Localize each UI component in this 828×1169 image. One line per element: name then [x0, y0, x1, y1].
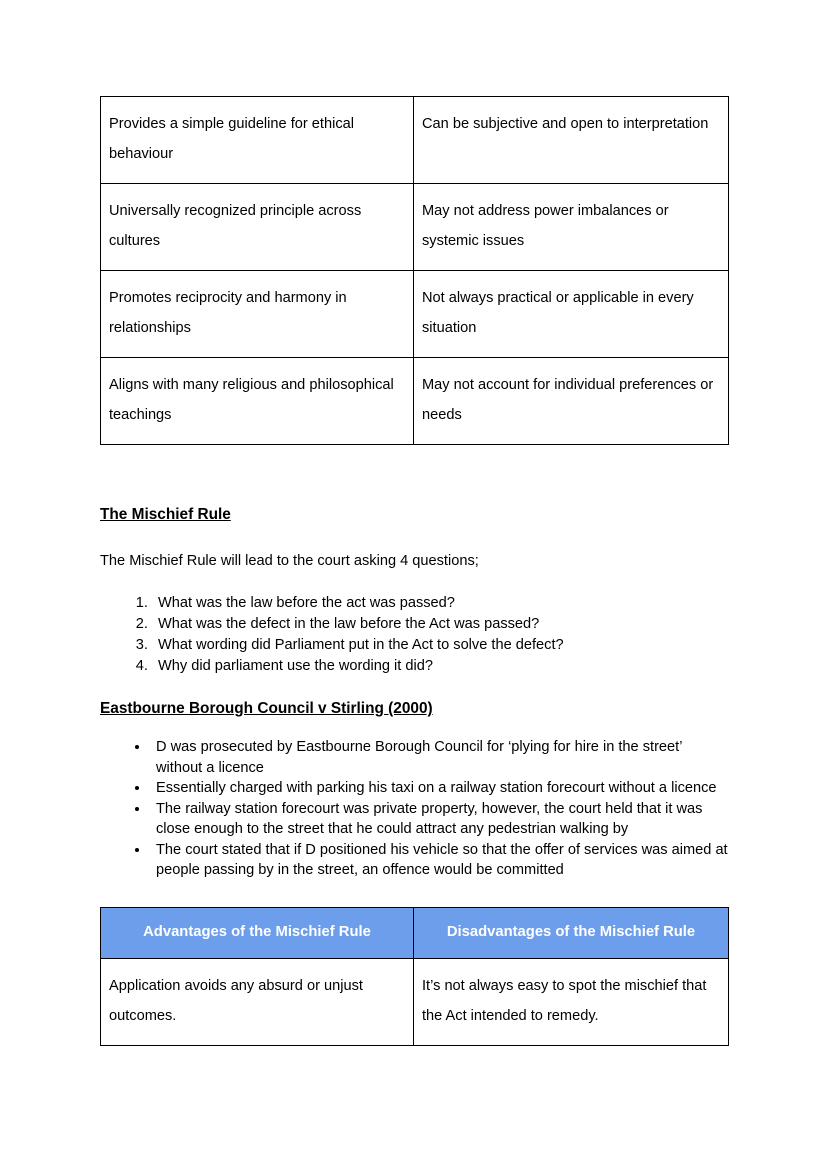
table-header-advantages: Advantages of the Mischief Rule	[101, 907, 414, 958]
table-body	[101, 958, 729, 1045]
list-item: • The court stated that if D positioned his vehicle so that the offer of services was aimed at people passing by in the street, an offence would be committed	[150, 840, 728, 881]
document-content	[100, 96, 728, 1046]
list-item: 1. What was the law before the act was passed?	[152, 593, 728, 614]
list-item: • Essentially charged with parking his taxi on a railway station forecourt without a licence	[150, 778, 728, 799]
table-row	[101, 97, 729, 184]
intro-paragraph: The Mischief Rule will lead to the court asking 4 questions;	[100, 553, 479, 569]
case-heading-eastbourne: Eastbourne Borough Council v Stirling (2000)	[100, 700, 433, 717]
golden-rule-pros-cons-table	[100, 96, 729, 445]
table-body	[101, 97, 729, 445]
table-cell-advantage: Universally recognized principle across cultures	[101, 184, 414, 271]
table-cell-disadvantage: May not address power imbalances or systemic issues	[414, 184, 729, 271]
mischief-questions-list	[100, 593, 728, 677]
spacer	[100, 445, 728, 505]
table-cell-advantage: Promotes reciprocity and harmony in relationships	[101, 271, 414, 358]
list-item: • The railway station forecourt was private property, however, the court held that it was close enough to the street that he could attract any pedestrian walking by	[150, 799, 728, 840]
table-cell-advantage: Provides a simple guideline for ethical behaviour	[101, 97, 414, 184]
table-cell-disadvantage: It’s not always easy to spot the mischief that the Act intended to remedy.	[414, 958, 729, 1045]
spacer	[100, 677, 728, 699]
mischief-rule-pros-cons-table	[100, 907, 729, 1046]
list-item: • D was prosecuted by Eastbourne Borough Council for ‘plying for hire in the street’ without a licence	[150, 737, 728, 778]
table-cell-advantage: Aligns with many religious and philosophical teachings	[101, 358, 414, 445]
table-row	[101, 184, 729, 271]
spacer	[100, 571, 728, 593]
list-item: 4. Why did parliament use the wording it did?	[152, 656, 728, 677]
table-cell-disadvantage: Can be subjective and open to interpretation	[414, 97, 729, 184]
table-cell-disadvantage: Not always practical or applicable in every situation	[414, 271, 729, 358]
table-row	[101, 958, 729, 1045]
table-cell-advantage: Application avoids any absurd or unjust outcomes.	[101, 958, 414, 1045]
section-heading-mischief-rule: The Mischief Rule	[100, 506, 231, 523]
table-header	[101, 907, 729, 958]
table-row	[101, 271, 729, 358]
table-header-disadvantages: Disadvantages of the Mischief Rule	[414, 907, 729, 958]
list-item: 2. What was the defect in the law before the Act was passed?	[152, 614, 728, 635]
spacer	[100, 719, 728, 737]
table-cell-disadvantage: May not account for individual preferences or needs	[414, 358, 729, 445]
table-row	[101, 358, 729, 445]
spacer	[100, 525, 728, 551]
case-facts-list	[100, 737, 728, 881]
spacer	[100, 881, 728, 907]
list-item: 3. What wording did Parliament put in the Act to solve the defect?	[152, 635, 728, 656]
table-header-row	[101, 907, 729, 958]
